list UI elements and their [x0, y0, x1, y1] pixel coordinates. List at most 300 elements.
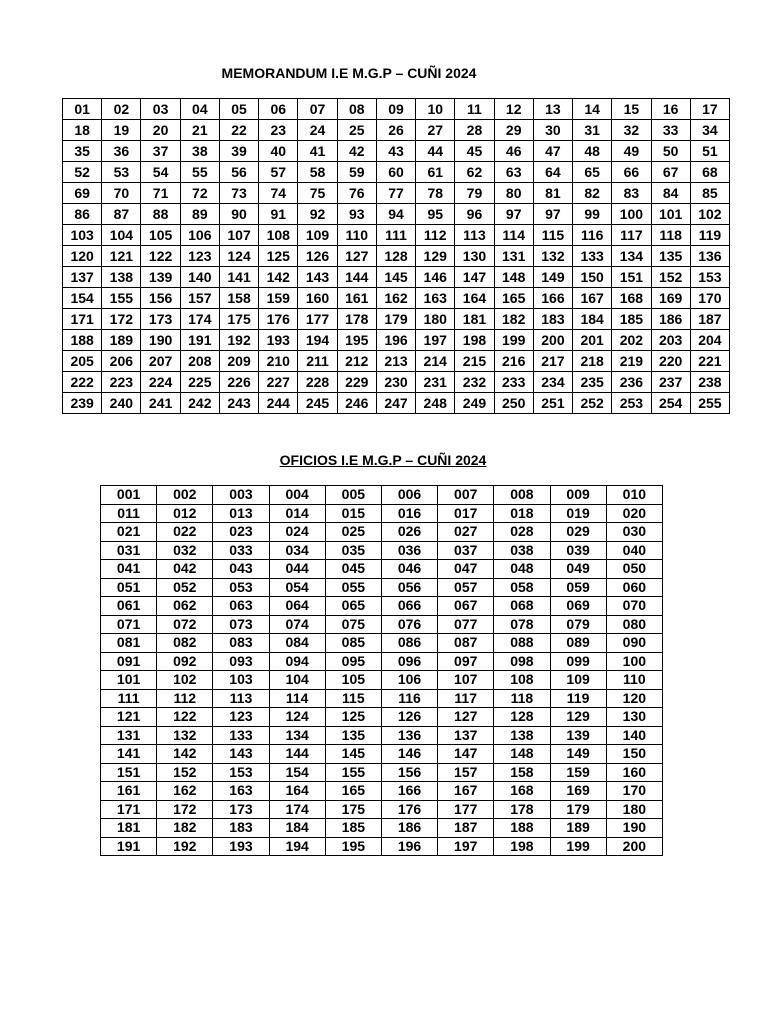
table-cell: 237	[651, 372, 690, 393]
table-cell: 133	[213, 726, 269, 745]
table-cell: 235	[573, 372, 612, 393]
table-cell: 123	[213, 708, 269, 727]
table-cell: 85	[690, 183, 729, 204]
table-cell: 249	[455, 393, 494, 414]
table-cell: 239	[63, 393, 102, 414]
table-cell: 115	[325, 689, 381, 708]
table-row	[63, 204, 730, 225]
table-cell: 61	[416, 162, 455, 183]
table-cell: 057	[438, 578, 494, 597]
table-cell: 019	[550, 504, 606, 523]
table-cell: 59	[337, 162, 376, 183]
table-cell: 89	[180, 204, 219, 225]
table-cell: 180	[606, 800, 662, 819]
table-cell: 042	[157, 560, 213, 579]
table-cell: 97	[533, 204, 572, 225]
oficios-table-body	[101, 486, 663, 856]
table-cell: 130	[455, 246, 494, 267]
table-cell: 004	[269, 486, 325, 505]
table-cell: 96	[455, 204, 494, 225]
table-cell: 014	[269, 504, 325, 523]
table-cell: 152	[651, 267, 690, 288]
table-cell: 026	[381, 523, 437, 542]
table-cell: 246	[337, 393, 376, 414]
table-cell: 182	[494, 309, 533, 330]
table-cell: 087	[438, 634, 494, 653]
table-cell: 105	[141, 225, 180, 246]
table-cell: 197	[438, 837, 494, 856]
table-cell: 31	[573, 120, 612, 141]
table-cell: 081	[101, 634, 157, 653]
table-cell: 56	[219, 162, 258, 183]
table-cell: 093	[213, 652, 269, 671]
table-cell: 010	[606, 486, 662, 505]
table-cell: 158	[219, 288, 258, 309]
table-cell: 001	[101, 486, 157, 505]
table-cell: 248	[416, 393, 455, 414]
table-cell: 084	[269, 634, 325, 653]
table-cell: 138	[494, 726, 550, 745]
table-cell: 122	[157, 708, 213, 727]
table-cell: 184	[269, 819, 325, 838]
table-cell: 061	[101, 597, 157, 616]
table-cell: 022	[157, 523, 213, 542]
table-cell: 110	[337, 225, 376, 246]
table-cell: 109	[298, 225, 337, 246]
table-row	[63, 288, 730, 309]
table-cell: 82	[573, 183, 612, 204]
table-row	[101, 523, 663, 542]
table-cell: 172	[102, 309, 141, 330]
table-cell: 102	[690, 204, 729, 225]
table-cell: 133	[573, 246, 612, 267]
table-cell: 189	[102, 330, 141, 351]
table-cell: 173	[213, 800, 269, 819]
table-cell: 063	[213, 597, 269, 616]
table-cell: 17	[690, 99, 729, 120]
table-cell: 039	[550, 541, 606, 560]
table-row	[63, 120, 730, 141]
table-cell: 168	[612, 288, 651, 309]
table-cell: 048	[494, 560, 550, 579]
table-cell: 143	[298, 267, 337, 288]
table-cell: 012	[157, 504, 213, 523]
table-cell: 107	[438, 671, 494, 690]
table-cell: 175	[325, 800, 381, 819]
table-cell: 132	[533, 246, 572, 267]
table-cell: 145	[376, 267, 415, 288]
table-cell: 93	[337, 204, 376, 225]
table-cell: 119	[550, 689, 606, 708]
table-cell: 217	[533, 351, 572, 372]
table-cell: 046	[381, 560, 437, 579]
table-cell: 142	[157, 745, 213, 764]
table-cell: 226	[219, 372, 258, 393]
table-cell: 016	[381, 504, 437, 523]
table-cell: 242	[180, 393, 219, 414]
table-cell: 008	[494, 486, 550, 505]
table-cell: 136	[690, 246, 729, 267]
table-cell: 204	[690, 330, 729, 351]
table-cell: 223	[102, 372, 141, 393]
table-cell: 43	[376, 141, 415, 162]
table-row	[101, 671, 663, 690]
table-cell: 072	[157, 615, 213, 634]
table-cell: 114	[269, 689, 325, 708]
table-row	[63, 246, 730, 267]
table-cell: 243	[219, 393, 258, 414]
table-cell: 127	[337, 246, 376, 267]
table-cell: 200	[533, 330, 572, 351]
table-cell: 75	[298, 183, 337, 204]
table-cell: 118	[651, 225, 690, 246]
table-cell: 215	[455, 351, 494, 372]
table-cell: 041	[101, 560, 157, 579]
table-cell: 183	[213, 819, 269, 838]
table-cell: 127	[438, 708, 494, 727]
table-cell: 253	[612, 393, 651, 414]
table-cell: 09	[376, 99, 415, 120]
table-cell: 151	[101, 763, 157, 782]
table-cell: 32	[612, 120, 651, 141]
table-cell: 038	[494, 541, 550, 560]
table-cell: 212	[337, 351, 376, 372]
table-cell: 064	[269, 597, 325, 616]
table-cell: 168	[494, 782, 550, 801]
table-cell: 130	[606, 708, 662, 727]
table-cell: 178	[337, 309, 376, 330]
table-cell: 113	[455, 225, 494, 246]
table-cell: 088	[494, 634, 550, 653]
table-cell: 241	[141, 393, 180, 414]
table-cell: 059	[550, 578, 606, 597]
table-row	[101, 782, 663, 801]
table-cell: 135	[651, 246, 690, 267]
table-cell: 167	[438, 782, 494, 801]
table-cell: 203	[651, 330, 690, 351]
table-cell: 027	[438, 523, 494, 542]
table-cell: 39	[219, 141, 258, 162]
table-cell: 071	[101, 615, 157, 634]
table-cell: 120	[63, 246, 102, 267]
table-cell: 125	[259, 246, 298, 267]
table-cell: 011	[101, 504, 157, 523]
table-cell: 126	[298, 246, 337, 267]
table-cell: 54	[141, 162, 180, 183]
table-cell: 195	[325, 837, 381, 856]
table-cell: 047	[438, 560, 494, 579]
table-cell: 080	[606, 615, 662, 634]
table-row	[63, 330, 730, 351]
table-cell: 182	[157, 819, 213, 838]
table-row	[63, 393, 730, 414]
table-cell: 57	[259, 162, 298, 183]
table-cell: 196	[376, 330, 415, 351]
table-cell: 157	[180, 288, 219, 309]
table-cell: 24	[298, 120, 337, 141]
table-cell: 206	[102, 351, 141, 372]
table-row	[63, 351, 730, 372]
table-cell: 99	[573, 204, 612, 225]
table-row	[101, 763, 663, 782]
table-cell: 058	[494, 578, 550, 597]
table-row	[101, 745, 663, 764]
table-row	[63, 183, 730, 204]
table-cell: 121	[102, 246, 141, 267]
table-cell: 044	[269, 560, 325, 579]
table-cell: 101	[101, 671, 157, 690]
table-cell: 88	[141, 204, 180, 225]
table-cell: 229	[337, 372, 376, 393]
table-cell: 173	[141, 309, 180, 330]
table-cell: 018	[494, 504, 550, 523]
memorandum-table-body	[63, 99, 730, 414]
table-cell: 135	[325, 726, 381, 745]
table-cell: 05	[219, 99, 258, 120]
table-cell: 247	[376, 393, 415, 414]
table-cell: 117	[612, 225, 651, 246]
table-cell: 082	[157, 634, 213, 653]
table-cell: 040	[606, 541, 662, 560]
table-cell: 142	[259, 267, 298, 288]
table-cell: 049	[550, 560, 606, 579]
table-cell: 115	[533, 225, 572, 246]
table-cell: 90	[219, 204, 258, 225]
table-cell: 056	[381, 578, 437, 597]
table-cell: 020	[606, 504, 662, 523]
table-cell: 16	[651, 99, 690, 120]
table-cell: 45	[455, 141, 494, 162]
table-cell: 037	[438, 541, 494, 560]
table-cell: 238	[690, 372, 729, 393]
table-cell: 155	[325, 763, 381, 782]
table-cell: 213	[376, 351, 415, 372]
table-cell: 170	[690, 288, 729, 309]
table-cell: 225	[180, 372, 219, 393]
table-cell: 42	[337, 141, 376, 162]
table-cell: 162	[157, 782, 213, 801]
table-cell: 120	[606, 689, 662, 708]
table-cell: 188	[63, 330, 102, 351]
table-cell: 097	[438, 652, 494, 671]
table-cell: 144	[337, 267, 376, 288]
table-cell: 073	[213, 615, 269, 634]
table-cell: 024	[269, 523, 325, 542]
table-cell: 160	[606, 763, 662, 782]
table-cell: 101	[651, 204, 690, 225]
table-cell: 074	[269, 615, 325, 634]
table-cell: 72	[180, 183, 219, 204]
table-cell: 152	[157, 763, 213, 782]
table-cell: 194	[298, 330, 337, 351]
table-cell: 185	[325, 819, 381, 838]
table-cell: 170	[606, 782, 662, 801]
table-cell: 104	[269, 671, 325, 690]
table-cell: 140	[606, 726, 662, 745]
table-cell: 14	[573, 99, 612, 120]
table-cell: 144	[269, 745, 325, 764]
table-cell: 211	[298, 351, 337, 372]
table-cell: 141	[101, 745, 157, 764]
table-cell: 149	[533, 267, 572, 288]
table-cell: 141	[219, 267, 258, 288]
table-cell: 122	[141, 246, 180, 267]
table-cell: 083	[213, 634, 269, 653]
table-cell: 240	[102, 393, 141, 414]
table-cell: 192	[219, 330, 258, 351]
table-cell: 077	[438, 615, 494, 634]
table-cell: 174	[269, 800, 325, 819]
table-cell: 139	[141, 267, 180, 288]
table-cell: 129	[550, 708, 606, 727]
table-cell: 140	[180, 267, 219, 288]
table-cell: 52	[63, 162, 102, 183]
table-cell: 232	[455, 372, 494, 393]
table-cell: 163	[213, 782, 269, 801]
table-cell: 065	[325, 597, 381, 616]
table-cell: 150	[606, 745, 662, 764]
table-cell: 108	[259, 225, 298, 246]
table-row	[101, 819, 663, 838]
table-cell: 230	[376, 372, 415, 393]
table-cell: 161	[101, 782, 157, 801]
table-cell: 231	[416, 372, 455, 393]
table-cell: 005	[325, 486, 381, 505]
table-cell: 029	[550, 523, 606, 542]
table-cell: 227	[259, 372, 298, 393]
table-cell: 134	[612, 246, 651, 267]
table-cell: 124	[219, 246, 258, 267]
table-cell: 114	[494, 225, 533, 246]
table-cell: 11	[455, 99, 494, 120]
table-cell: 139	[550, 726, 606, 745]
table-cell: 163	[416, 288, 455, 309]
table-cell: 245	[298, 393, 337, 414]
table-cell: 190	[141, 330, 180, 351]
table-row	[101, 615, 663, 634]
table-cell: 154	[63, 288, 102, 309]
table-cell: 171	[63, 309, 102, 330]
table-cell: 112	[416, 225, 455, 246]
table-cell: 111	[376, 225, 415, 246]
table-cell: 94	[376, 204, 415, 225]
table-cell: 198	[455, 330, 494, 351]
table-cell: 233	[494, 372, 533, 393]
table-cell: 013	[213, 504, 269, 523]
table-cell: 07	[298, 99, 337, 120]
table-cell: 147	[455, 267, 494, 288]
table-cell: 76	[337, 183, 376, 204]
table-cell: 184	[573, 309, 612, 330]
table-cell: 13	[533, 99, 572, 120]
table-cell: 97	[494, 204, 533, 225]
table-cell: 094	[269, 652, 325, 671]
table-cell: 218	[573, 351, 612, 372]
table-cell: 128	[376, 246, 415, 267]
table-cell: 73	[219, 183, 258, 204]
table-cell: 172	[157, 800, 213, 819]
table-cell: 146	[416, 267, 455, 288]
table-cell: 04	[180, 99, 219, 120]
table-cell: 129	[416, 246, 455, 267]
table-cell: 086	[381, 634, 437, 653]
table-cell: 165	[494, 288, 533, 309]
table-cell: 179	[550, 800, 606, 819]
table-cell: 216	[494, 351, 533, 372]
table-cell: 151	[612, 267, 651, 288]
table-cell: 045	[325, 560, 381, 579]
table-cell: 188	[494, 819, 550, 838]
table-cell: 50	[651, 141, 690, 162]
table-cell: 02	[102, 99, 141, 120]
table-cell: 33	[651, 120, 690, 141]
table-cell: 193	[259, 330, 298, 351]
table-cell: 098	[494, 652, 550, 671]
table-row	[101, 578, 663, 597]
table-cell: 089	[550, 634, 606, 653]
table-cell: 178	[494, 800, 550, 819]
table-cell: 079	[550, 615, 606, 634]
table-cell: 83	[612, 183, 651, 204]
table-cell: 91	[259, 204, 298, 225]
table-cell: 035	[325, 541, 381, 560]
table-cell: 091	[101, 652, 157, 671]
table-cell: 201	[573, 330, 612, 351]
table-cell: 12	[494, 99, 533, 120]
table-cell: 210	[259, 351, 298, 372]
table-cell: 085	[325, 634, 381, 653]
table-cell: 028	[494, 523, 550, 542]
table-row	[101, 504, 663, 523]
table-cell: 075	[325, 615, 381, 634]
table-cell: 63	[494, 162, 533, 183]
table-cell: 197	[416, 330, 455, 351]
table-cell: 01	[63, 99, 102, 120]
table-cell: 30	[533, 120, 572, 141]
table-cell: 236	[612, 372, 651, 393]
table-cell: 128	[494, 708, 550, 727]
table-cell: 87	[102, 204, 141, 225]
table-cell: 099	[550, 652, 606, 671]
table-cell: 179	[376, 309, 415, 330]
table-cell: 68	[690, 162, 729, 183]
table-cell: 164	[455, 288, 494, 309]
table-cell: 092	[157, 652, 213, 671]
table-cell: 29	[494, 120, 533, 141]
table-cell: 148	[494, 267, 533, 288]
table-cell: 214	[416, 351, 455, 372]
table-cell: 44	[416, 141, 455, 162]
table-cell: 200	[606, 837, 662, 856]
table-row	[101, 560, 663, 579]
table-cell: 48	[573, 141, 612, 162]
table-cell: 106	[381, 671, 437, 690]
table-cell: 03	[141, 99, 180, 120]
table-cell: 137	[63, 267, 102, 288]
table-cell: 051	[101, 578, 157, 597]
table-cell: 181	[455, 309, 494, 330]
table-cell: 189	[550, 819, 606, 838]
table-cell: 156	[141, 288, 180, 309]
oficios-title: OFICIOS I.E M.G.P – CUÑI 2024	[279, 452, 487, 468]
table-cell: 116	[381, 689, 437, 708]
table-row	[101, 689, 663, 708]
table-cell: 36	[102, 141, 141, 162]
table-cell: 25	[337, 120, 376, 141]
table-cell: 38	[180, 141, 219, 162]
table-cell: 003	[213, 486, 269, 505]
table-cell: 220	[651, 351, 690, 372]
